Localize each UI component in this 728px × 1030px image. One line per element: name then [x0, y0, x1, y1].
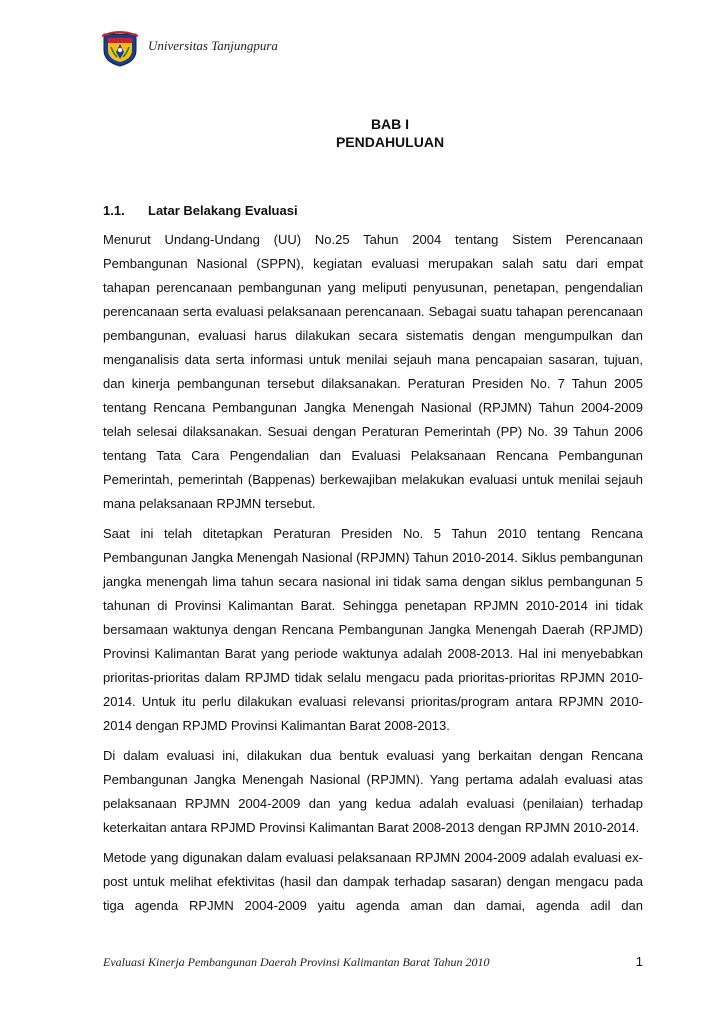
- page-number: 1: [635, 954, 643, 969]
- paragraph: Di dalam evaluasi ini, dilakukan dua bentuk evaluasi yang berkaitan dengan Rencana Pembangunan Jangka Menengah Nasional (RPJMN). Yang pertama adalah evaluasi atas pelaksanaan RPJMN 2004-2009 dan yang kedua adalah evaluasi (penilaian) terhadap keterkaitan antara RPJMD Provinsi Kalimantan Barat 2008-2013 dengan RPJMN 2010-2014.: [103, 748, 643, 835]
- paragraph: Menurut Undang-Undang (UU) No.25 Tahun 2004 tentang Sistem Perencanaan Pembangunan Nasional (SPPN), kegiatan evaluasi merupakan salah satu dari empat tahapan perencanaan pembangunan yang meliputi penyusunan, penetapan, pengendalian perencanaan serta evaluasi pelaksanaan perencanaan. Sebagai suatu tahapan perencanaan pembangunan, evaluasi harus dilakukan secara sistematis dengan mengumpulkan dan menganalisis data serta informasi untuk menilai sejauh mana pencapaian sasaran, tujuan, dan kinerja pembangunan tersebut dilaksanakan. Peraturan Presiden No. 7 Tahun 2005 tentang Rencana Pembangunan Jangka Menengah Nasional (RPJMN) Tahun 2004-2009 telah selesai dilaksanakan. Sesuai dengan Peraturan Pemerintah (PP) No. 39 Tahun 2006 tentang Tata Cara Pengendalian dan Evaluasi Pelaksanaan Rencana Pembangunan Pemerintah, pemerintah (Bappenas) berkewajiban melakukan evaluasi untuk menilai sejauh mana pelaksanaan RPJMN tersebut.: [103, 232, 643, 511]
- university-name: Universitas Tanjungpura: [148, 38, 278, 53]
- page-header: [100, 30, 640, 70]
- paragraph: Metode yang digunakan dalam evaluasi pelaksanaan RPJMN 2004-2009 adalah evaluasi ex-post untuk melihat efektivitas (hasil dan dampak terhadap sasaran) dengan mengacu pada tiga agenda RPJMN 2004-2009 yaitu agenda aman dan damai, agenda adil dan: [103, 850, 643, 913]
- section-title: Latar Belakang Evaluasi: [148, 203, 298, 218]
- footer-text: Evaluasi Kinerja Pembangunan Daerah Provinsi Kalimantan Barat Tahun 2010: [103, 955, 490, 969]
- university-logo-icon: [100, 30, 140, 68]
- section-heading: [103, 203, 298, 218]
- chapter-heading: [100, 115, 640, 151]
- chapter-label: BAB I: [370, 116, 410, 132]
- body-text: [103, 228, 643, 924]
- section-number: 1.1.: [103, 203, 125, 218]
- chapter-title: PENDAHULUAN: [335, 134, 445, 150]
- page-footer: [103, 955, 643, 975]
- paragraph: Saat ini telah ditetapkan Peraturan Presiden No. 5 Tahun 2010 tentang Rencana Pembangunan Jangka Menengah Nasional (RPJMN) Tahun 2010-2014. Siklus pembangunan jangka menengah lima tahun secara nasional ini tidak sama dengan siklus pembangunan 5 tahunan di Provinsi Kalimantan Barat. Sehingga penetapan RPJMN 2010-2014 ini tidak bersamaan waktunya dengan Rencana Pembangunan Jangka Menengah Daerah (RPJMD) Provinsi Kalimantan Barat yang periode waktunya adalah 2008-2013. Hal ini menyebabkan prioritas-prioritas dalam RPJMD tidak selalu mengacu pada prioritas-prioritas RPJMN 2010-2014. Untuk itu perlu dilakukan evaluasi relevansi prioritas/program antara RPJMN 2010-2014 dengan RPJMD Provinsi Kalimantan Barat 2008-2013.: [103, 526, 643, 733]
